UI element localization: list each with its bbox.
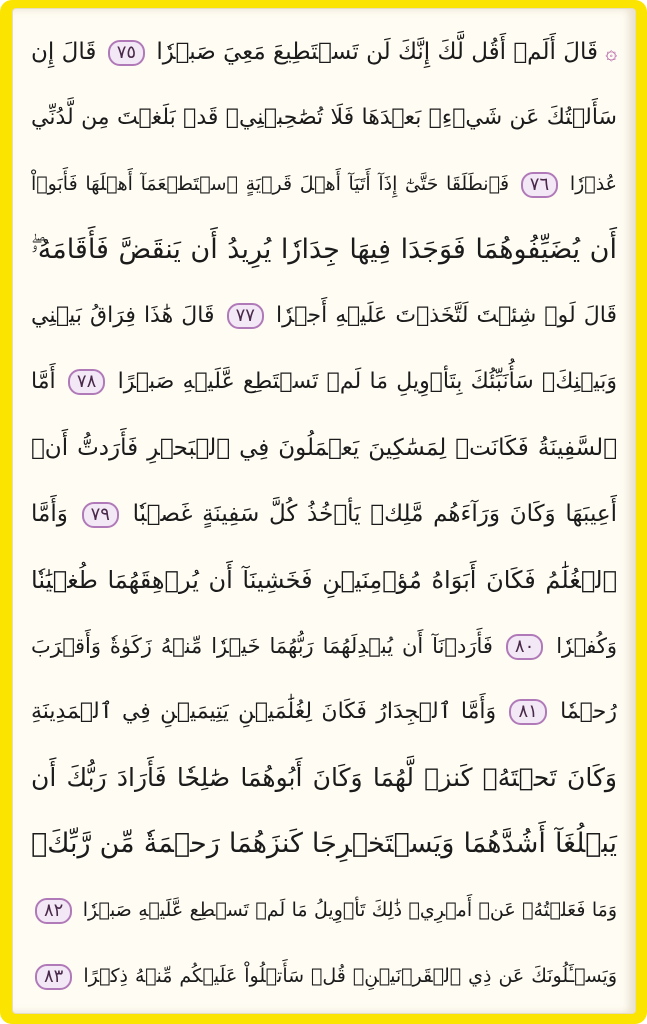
text-line-14	[31, 877, 617, 943]
section-star-icon: ۞	[605, 40, 618, 64]
verse-number-marker: ٧٥	[108, 40, 145, 66]
verse-text: ٱلۡغُلَٰمُ فَكَانَ أَبَوَاهُ مُؤۡمِنَيۡنِ فَخَشِينَآ أَن يُرۡهِقَهُمَا طُغۡيَٰنٗا	[31, 566, 617, 594]
text-line-8	[31, 481, 617, 547]
verse-text: قَالَ هَٰذَا فِرَاقُ بَيۡنِي	[31, 303, 215, 328]
verse-number-marker: ٨٠	[506, 634, 543, 660]
verse-text: ٱلسَّفِينَةُ فَكَانَتۡ لِمَسَٰكِينَ يَعۡمَلُونَ فِي ٱلۡبَحۡرِ فَأَرَدتُّ أَنۡ	[31, 435, 617, 461]
text-line-6	[31, 349, 617, 415]
verse-text: وَيَسۡـَٔلُونَكَ عَن ذِي ٱلۡقَرۡنَيۡنِۖ قُلۡ سَأَتۡلُواْ عَلَيۡكُم مِّنۡهُ ذِكۡرًا	[83, 965, 618, 987]
verse-text: وَبَيۡنِكَۚ سَأُنَبِّئُكَ بِتَأۡوِيلِ مَا لَمۡ تَسۡتَطِع عَّلَيۡهِ صَبۡرًا	[117, 369, 618, 394]
verse-text: وَكَانَ تَحۡتَهُۥ كَنزٞ لَّهُمَا وَكَانَ أَبُوهُمَا صَٰلِحٗا فَأَرَادَ رَبُّكَ أَن	[31, 763, 617, 792]
verse-text: فَٱنطَلَقَا حَتَّىٰٓ إِذَآ أَتَيَآ أَهۡلَ قَرۡيَةٍ ٱسۡتَطۡعَمَآ أَهۡلَهَا فَأَبَوۡاْ	[31, 173, 510, 195]
verse-text: فَأَرَدۡنَآ أَن يُبۡدِلَهُمَا رَبُّهُمَا خَيۡرٗا مِّنۡهُ زَكَوٰةٗ وَأَقۡرَبَ	[31, 634, 493, 658]
verse-text: أَن يُضَيِّفُوهُمَا فَوَجَدَا فِيهَا جِدَارٗا يُرِيدُ أَن يَنقَضَّ فَأَقَامَهُۥۖ	[31, 234, 617, 265]
verse-text: قَالَ لَوۡ شِئۡتَ لَتَّخَذۡتَ عَلَيۡهِ أَجۡرٗا	[276, 303, 617, 328]
verse-text: وَأَمَّا	[31, 501, 68, 527]
verse-number-marker: ٨٣	[35, 964, 72, 990]
text-line-3	[31, 151, 617, 217]
text-line-4	[31, 217, 617, 283]
verse-lines	[31, 19, 617, 1003]
verse-text: قَالَ إِن	[31, 39, 97, 65]
text-line-2	[31, 85, 617, 151]
verse-number-marker: ٨١	[509, 699, 546, 725]
verse-text: سَأَلۡتُكَ عَن شَيۡءِۭ بَعۡدَهَا فَلَا تُصَٰحِبۡنِيۖ قَدۡ بَلَغۡتَ مِن لَّدُنِّي	[31, 105, 617, 130]
text-line-10	[31, 613, 617, 679]
verse-number-marker: ٨٢	[35, 898, 72, 924]
verse-text: قَالَ أَلَمۡ أَقُل لَّكَ إِنَّكَ لَن تَسۡتَطِيعَ مَعِيَ صَبۡرٗا	[156, 39, 598, 65]
text-line-15	[31, 943, 617, 1009]
verse-number-marker: ٧٦	[521, 172, 558, 198]
verse-text: وَمَا فَعَلۡتُهُۥ عَنۡ أَمۡرِيۚ ذَٰلِكَ تَأۡوِيلُ مَا لَمۡ تَسۡطِع عَّلَيۡهِ صَبۡرٗا	[82, 899, 617, 921]
text-line-1	[31, 19, 617, 85]
verse-text: يَبۡلُغَآ أَشُدَّهُمَا وَيَسۡتَخۡرِجَا كَنزَهُمَا رَحۡمَةٗ مِّن رَّبِّكَۚ	[31, 828, 617, 859]
mushaf-page[interactable]	[12, 8, 636, 1014]
verse-number-marker: ٧٨	[68, 369, 105, 395]
text-line-7	[31, 415, 617, 481]
text-line-9	[31, 547, 617, 613]
verse-text: وَأَمَّا ٱلۡجِدَارُ فَكَانَ لِغُلَٰمَيۡنِ يَتِيمَيۡنِ فِي ٱلۡمَدِينَةِ	[31, 699, 497, 724]
text-line-5	[31, 283, 617, 349]
verse-text: وَكُفۡرٗا	[556, 634, 617, 658]
verse-text: رُحۡمٗا	[560, 699, 618, 724]
text-line-13	[31, 811, 617, 877]
text-line-11	[31, 679, 617, 745]
verse-number-marker: ٧٩	[82, 502, 119, 528]
verse-text: عُذۡرٗا	[569, 173, 618, 195]
verse-text: أَعِيبَهَا وَكَانَ وَرَآءَهُم مَّلِكٞ يَأۡخُذُ كُلَّ سَفِينَةٍ غَصۡبٗا	[132, 501, 617, 527]
text-line-12	[31, 745, 617, 811]
verse-number-marker: ٧٧	[227, 303, 264, 329]
verse-text: أَمَّا	[31, 369, 56, 394]
